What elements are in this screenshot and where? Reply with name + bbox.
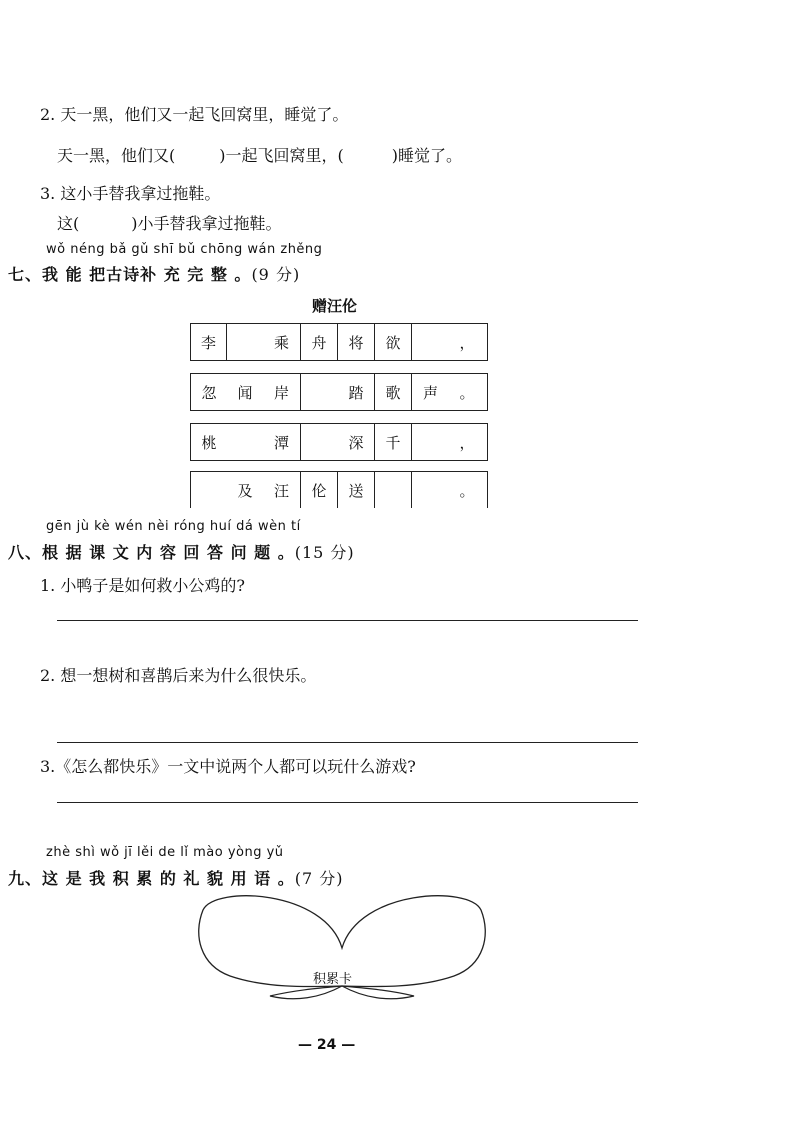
poem-row-2 — [190, 373, 488, 411]
section-9-heading: 九、这 是 我 积 累 的 礼 貌 用 语 。(7 分) — [8, 869, 344, 888]
poem-cell: 桃 — [201, 433, 217, 452]
poem-cell: 送 — [338, 472, 375, 508]
poem-cell: 伦 — [301, 472, 338, 508]
poem-cell: ， — [459, 333, 475, 352]
poem-cell: 歌 — [375, 374, 412, 410]
question-8-3: 3.《怎么都快乐》一文中说两个人都可以玩什么游戏? — [40, 757, 416, 776]
poem-cell: 千 — [375, 424, 412, 460]
poem-cell[interactable] — [375, 472, 412, 508]
poem-cell: 深 — [338, 424, 375, 460]
section-8-heading: 八、根 据 课 文 内 容 回 答 问 题 。(15 分) — [8, 543, 355, 562]
answer-line[interactable] — [57, 802, 638, 803]
answer-line[interactable] — [57, 742, 638, 743]
fill-sentence-6-3: 这( )小手替我拿过拖鞋。 — [57, 214, 282, 233]
poem-row-3 — [190, 423, 488, 461]
question-6-3: 3. 这小手替我拿过拖鞋。 — [40, 184, 221, 203]
poem-cell: 欲 — [375, 324, 412, 360]
poem-cell: 李 — [191, 324, 227, 360]
page-number: — 24 — — [298, 1037, 356, 1053]
poem-cell: 乘 — [263, 324, 301, 360]
section-7-pinyin: wǒ néng bǎ gǔ shī bǔ chōng wán zhěng — [46, 242, 323, 257]
poem-cell: ， — [459, 433, 475, 452]
poem-cell[interactable] — [227, 424, 263, 460]
poem-cell[interactable] — [301, 374, 338, 410]
poem-cell: 忽 — [201, 383, 217, 402]
poem-cell: 。 — [459, 383, 475, 402]
poem-title: 赠汪伦 — [312, 297, 358, 315]
accumulation-card-icon — [195, 890, 495, 1010]
poem-cell: 。 — [459, 481, 475, 500]
poem-cell[interactable] — [191, 472, 227, 508]
poem-cell: 声 — [422, 383, 438, 402]
poem-cell[interactable] — [227, 324, 263, 360]
poem-cell: 汪 — [263, 472, 301, 508]
poem-cell[interactable] — [412, 472, 449, 508]
question-8-1: 1. 小鸭子是如何救小公鸡的? — [40, 576, 245, 595]
poem-cell: 踏 — [338, 374, 375, 410]
question-6-2: 2. 天一黑，他们又一起飞回窝里，睡觉了。 — [40, 105, 349, 124]
poem-row-1 — [190, 323, 488, 361]
poem-cell: 及 — [237, 481, 253, 500]
fill-sentence-6-2: 天一黑，他们又( )一起飞回窝里，( )睡觉了。 — [57, 146, 462, 165]
poem-cell: 闻 — [237, 383, 253, 402]
question-8-2: 2. 想一想树和喜鹊后来为什么很快乐。 — [40, 666, 317, 685]
poem-cell: 潭 — [263, 424, 301, 460]
poem-cell: 将 — [338, 324, 375, 360]
answer-line[interactable] — [57, 620, 638, 621]
poem-cell[interactable] — [301, 424, 338, 460]
section-9-pinyin: zhè shì wǒ jī lěi de lǐ mào yòng yǔ — [46, 845, 284, 860]
poem-cell: 岸 — [263, 374, 301, 410]
poem-cell[interactable] — [412, 324, 449, 360]
section-8-pinyin: gēn jù kè wén nèi róng huí dá wèn tí — [46, 519, 301, 534]
poem-row-4 — [190, 471, 488, 508]
section-7-heading: 七、我 能 把古诗补 充 完 整 。(9 分) — [8, 265, 301, 284]
poem-cell[interactable] — [412, 424, 449, 460]
poem-cell: 舟 — [301, 324, 338, 360]
card-label: 积累卡 — [313, 972, 353, 987]
